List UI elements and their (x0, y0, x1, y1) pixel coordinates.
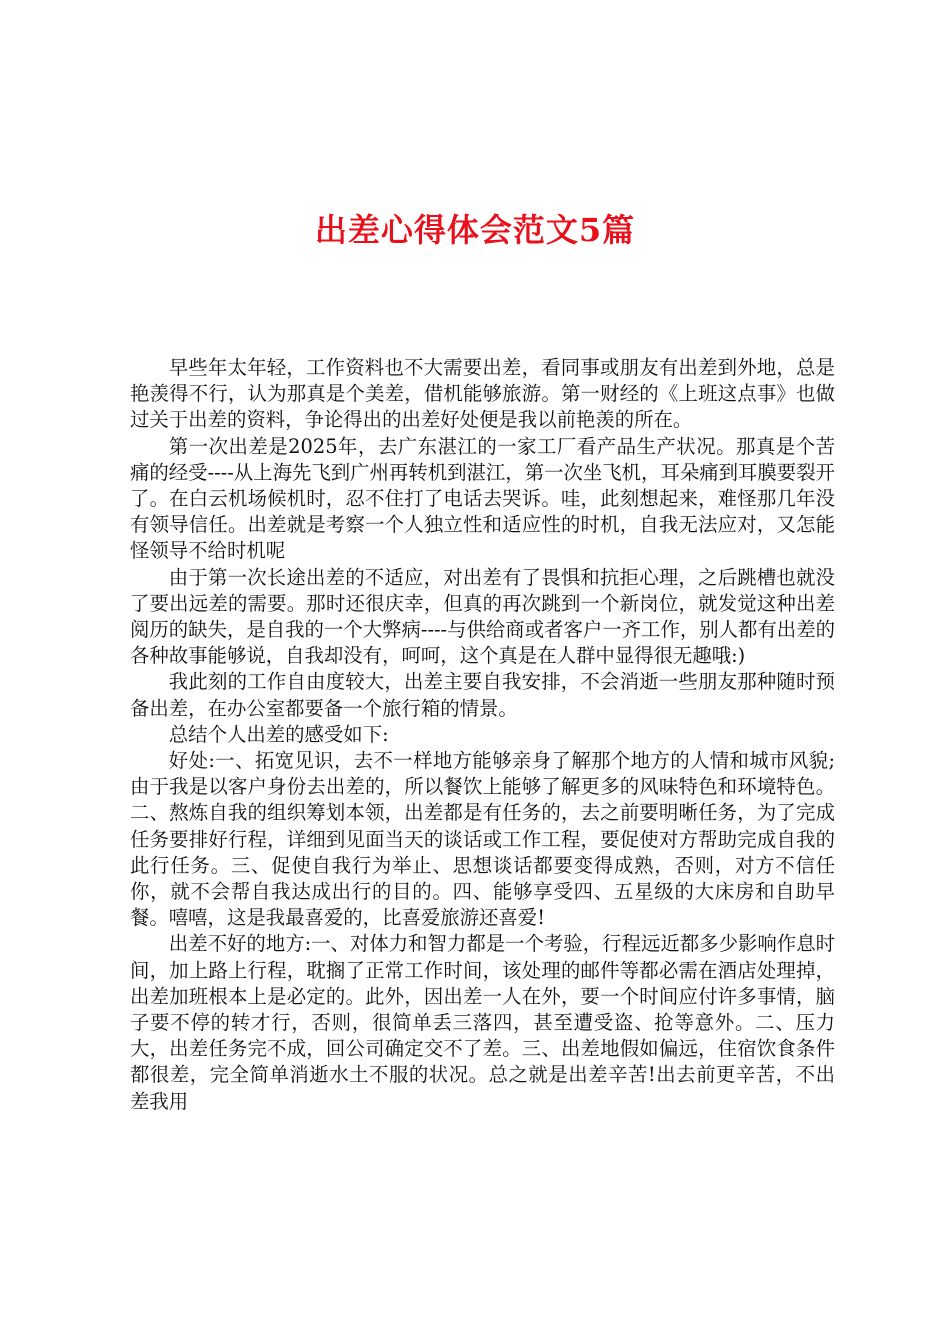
paragraph-2: 第一次出差是2025年，去广东湛江的一家工厂看产品生产状况。那真是个苦痛的经受----从上海先飞到广州再转机到湛江，第一次坐飞机，耳朵痛到耳膜要裂开了。在白云机场候机时，忍不住打了电话去哭诉。哇，此刻想起来，难怪那几年没有领导信任。出差就是考察一个人独立性和适应性的时机，自我无法应对，又怎能怪领导不给时机呢 (130, 434, 835, 563)
document-body (130, 355, 835, 1115)
paragraph-3: 由于第一次长途出差的不适应，对出差有了畏惧和抗拒心理，之后跳槽也就没了要出远差的需要。那时还很庆幸，但真的再次跳到一个新岗位，就发觉这种出差阅历的缺失，是自我的一个大弊病----与供给商或者客户一齐工作，别人都有出差的各种故事能够说，自我却没有，呵呵，这个真是在人群中显得很无趣哦:) (130, 565, 835, 668)
document-title: 出差心得体会范文5篇 (314, 211, 636, 249)
paragraph-5: 总结个人出差的感受如下: (168, 722, 389, 746)
paragraph-4: 我此刻的工作自由度较大，出差主要自我安排，不会消逝一些朋友那种随时预备出差，在办公室都要备一个旅行箱的情景。 (130, 670, 835, 720)
paragraph-7: 出差不好的地方:一、对体力和智力都是一个考验，行程远近都多少影响作息时间，加上路上行程，耽搁了正常工作时间，该处理的邮件等都必需在酒店处理掉，出差加班根本上是必定的。此外，因出差一人在外，要一个时间应付许多事情，脑子要不停的转才行，否则，很简单丢三落四，甚至遭受盗、抢等意外。二、压力大，出差任务完不成，回公司确定交不了差。三、出差地假如偏远，住宿饮食条件都很差，完全简单消逝水土不服的状况。总之就是出差辛苦!出去前更辛苦，不出差我用 (130, 932, 835, 1113)
paragraph-6: 好处:一、拓宽见识，去不一样地方能够亲身了解那个地方的人情和城市风貌;由于我是以客户身份去出差的，所以餐饮上能够了解更多的风味特色和环境特色。二、熬炼自我的组织筹划本领，出差都是有任务的，去之前要明晰任务，为了完成任务要排好行程，详细到见面当天的谈话或工作工程，要促使对方帮助完成自我的此行任务。三、促使自我行为举止、思想谈话都要变得成熟，否则，对方不信任你，就不会帮自我达成出行的目的。四、能够享受四、五星级的大床房和自助早餐。嘻嘻，这是我最喜爱的，比喜爱旅游还喜爱! (130, 749, 835, 930)
paragraph-1: 早些年太年轻，工作资料也不大需要出差，看同事或朋友有出差到外地，总是艳羡得不行，认为那真是个美差，借机能够旅游。第一财经的《上班这点事》也做过关于出差的资料，争论得出的出差好处便是我以前艳羡的所在。 (130, 356, 835, 432)
